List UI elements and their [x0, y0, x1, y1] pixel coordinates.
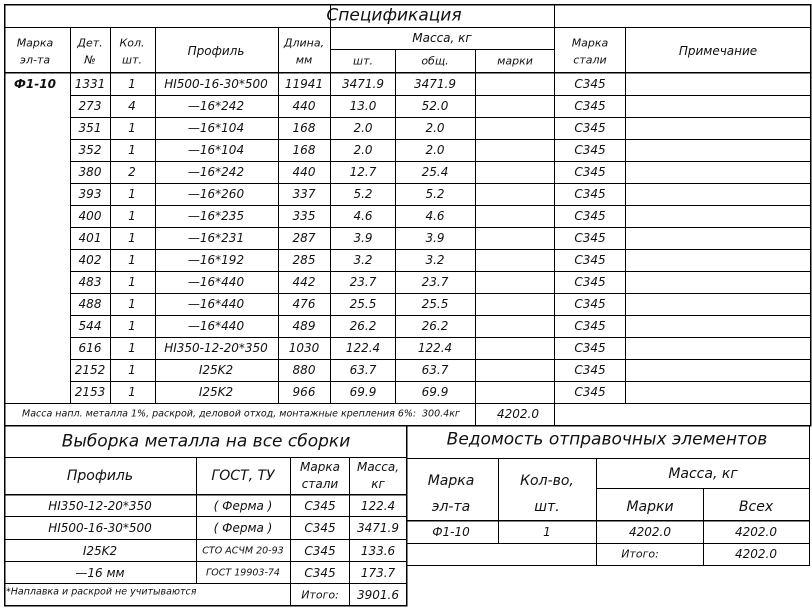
spec-cell-mass-total: 3471.9: [414, 77, 456, 91]
spec-cell-qty: 1: [128, 209, 136, 223]
spec-cell-mass-piece: 122.4: [345, 341, 381, 355]
metal-cell-mass: 122.4: [360, 498, 396, 513]
metal-cell-profile: HI500-16-30*500: [48, 521, 152, 535]
spec-cell-mass-total: 26.2: [421, 319, 449, 333]
spec-cell-length: 287: [292, 231, 316, 245]
spec-cell-mass-total: 5.2: [425, 187, 445, 201]
spec-cell-length: 880: [292, 363, 316, 377]
metal-header-mass-line1: Масса,: [356, 460, 400, 474]
spec-cell-length: 335: [292, 209, 316, 223]
spec-cell-det: 402: [78, 253, 102, 267]
spec-cell-mass-total: 63.7: [421, 363, 449, 377]
metal-title: Выборка металла на все сборки: [61, 431, 351, 452]
spec-cell-qty: 2: [128, 165, 136, 179]
spec-header-note: Примечание: [678, 44, 758, 58]
spec-cell-det: 351: [78, 121, 102, 135]
spec-cell-steel: C345: [574, 253, 606, 267]
spec-cell-mass-total: 122.4: [417, 341, 453, 355]
spec-cell-mass-piece: 63.7: [349, 363, 377, 377]
spec-footer-total: 4202.0: [497, 407, 539, 421]
spec-cell-mass-piece: 13.0: [349, 99, 377, 113]
spec-cell-det: 1331: [74, 77, 106, 91]
spec-header-length-line2: мм: [295, 53, 313, 67]
ship-header-mass-mark: Марки: [626, 499, 674, 515]
metal-cell-profile: I25K2: [82, 543, 118, 558]
metal-cell-profile: HI350-12-20*350: [48, 498, 152, 513]
spec-cell-profile: —16*440: [187, 275, 245, 289]
spec-cell-profile: —16*242: [187, 165, 245, 179]
spec-cell-det: 616: [78, 341, 102, 355]
spec-cell-mass-total: 3.2: [425, 253, 445, 267]
spec-cell-steel: C345: [574, 275, 606, 289]
spec-cell-mass-piece: 2.0: [353, 143, 373, 157]
spec-cell-profile: —16*192: [187, 253, 245, 267]
spec-cell-qty: 1: [128, 275, 136, 289]
spec-cell-profile: —16*242: [187, 99, 245, 113]
spec-cell-qty: 1: [128, 385, 136, 399]
spec-header-det-line1: Дет.: [77, 36, 103, 50]
metal-header-steel-line2: стали: [301, 477, 339, 491]
spec-cell-det: 352: [78, 143, 102, 157]
spec-cell-mass-total: 25.5: [421, 297, 449, 311]
spec-cell-mass-piece: 3.9: [353, 231, 373, 245]
spec-cell-profile: HI350-12-20*350: [164, 341, 268, 355]
ship-header-mark-line1: Марка: [427, 473, 475, 489]
spec-cell-det: 2152: [74, 363, 106, 377]
spec-cell-profile: —16*260: [187, 187, 245, 201]
spec-cell-steel: C345: [574, 209, 606, 223]
spec-header-det-line2: №: [84, 53, 96, 67]
spec-cell-det: 483: [78, 275, 102, 289]
spec-cell-length: 1030: [288, 341, 320, 355]
spec-cell-length: 440: [292, 99, 316, 113]
spec-cell-det: 273: [78, 99, 102, 113]
metal-total-label: Итого:: [301, 588, 339, 602]
ship-cell-mass-all: 4202.0: [735, 525, 777, 539]
spec-cell-mass-total: 52.0: [421, 99, 449, 113]
spec-cell-mass-piece: 69.9: [349, 385, 377, 399]
ship-cell-mass-mark: 4202.0: [629, 525, 671, 539]
ship-total-label: Итого:: [621, 547, 659, 561]
spec-cell-qty: 1: [128, 319, 136, 333]
spec-cell-det: 2153: [74, 385, 106, 399]
spec-cell-mass-piece: 5.2: [353, 187, 373, 201]
spec-cell-det: 544: [78, 319, 102, 333]
spec-header-length-line1: Длина,: [283, 36, 325, 50]
spec-cell-length: 11941: [284, 77, 324, 91]
spec-header-mark-line2: эл-та: [19, 53, 51, 67]
ship-cell-mark: Ф1-10: [432, 525, 470, 539]
spec-footer-note: Масса напл. металла 1%, раскрой, деловой отход, монтажные крепления 6%:: [22, 408, 417, 420]
spec-footer-extra: 300.4кг: [422, 408, 460, 420]
spec-cell-length: 285: [292, 253, 316, 267]
spec-cell-profile: —16*104: [187, 121, 245, 135]
metal-cell-steel: C345: [304, 498, 336, 513]
spec-header-qty-line2: шт.: [122, 53, 142, 67]
ship-total: 4202.0: [735, 547, 777, 561]
spec-cell-profile: —16*440: [187, 297, 245, 311]
metal-cell-steel: C345: [304, 565, 336, 580]
metal-cell-steel: C345: [304, 543, 336, 558]
metal-cell-gost: СТО АСЧМ 20-93: [202, 544, 284, 556]
ship-header-mass: Масса, кг: [668, 466, 738, 482]
spec-cell-length: 337: [292, 187, 316, 201]
spec-cell-det: 380: [78, 165, 102, 179]
spec-cell-steel: C345: [574, 363, 606, 377]
spec-cell-qty: 1: [128, 143, 136, 157]
spec-cell-qty: 1: [128, 77, 136, 91]
spec-cell-mass-piece: 23.7: [349, 275, 377, 289]
spec-header-mass-total: общ.: [421, 54, 449, 68]
spec-header-mass-mark: марки: [497, 54, 533, 68]
metal-cell-gost: ( Ферма ): [213, 521, 273, 535]
metal-header-steel-line1: Марка: [300, 460, 340, 474]
spec-cell-profile: —16*104: [187, 143, 245, 157]
metal-cell-mass: 3471.9: [357, 521, 399, 535]
metal-cell-steel: C345: [304, 521, 336, 535]
ship-header-mass-all: Всех: [738, 499, 774, 515]
ship-header-mark-line2: эл-та: [431, 499, 471, 515]
spec-cell-qty: 1: [128, 187, 136, 201]
spec-cell-profile: —16*440: [187, 319, 245, 333]
spec-cell-det: 488: [78, 297, 102, 311]
ship-header-qty-line2: шт.: [534, 499, 560, 515]
spec-cell-mass-total: 69.9: [421, 385, 449, 399]
spec-header-mass-piece: шт.: [353, 54, 373, 68]
metal-header-mass-line2: кг: [371, 477, 385, 491]
ship-title: Ведомость отправочных элементов: [446, 429, 768, 450]
spec-cell-steel: C345: [574, 121, 606, 135]
spec-cell-profile: I25K2: [198, 385, 234, 399]
metal-cell-profile: —16 мм: [75, 565, 125, 580]
spec-cell-det: 393: [78, 187, 102, 201]
spec-cell-steel: C345: [574, 231, 606, 245]
spec-cell-mass-total: 3.9: [425, 231, 445, 245]
metal-cell-gost: ( Ферма ): [213, 498, 273, 513]
spec-cell-length: 966: [292, 385, 316, 399]
spec-cell-profile: HI500-16-30*500: [164, 77, 268, 91]
spec-header-steel-line1: Марка: [571, 36, 609, 50]
spec-cell-length: 440: [292, 165, 316, 179]
spec-cell-mass-total: 23.7: [421, 275, 449, 289]
spec-cell-steel: C345: [574, 165, 606, 179]
spec-cell-steel: C345: [574, 77, 606, 91]
spec-cell-mass-piece: 3471.9: [342, 77, 384, 91]
spec-cell-mass-piece: 4.6: [353, 209, 373, 223]
spec-cell-length: 168: [292, 121, 316, 135]
metal-header-profile: Профиль: [66, 468, 134, 484]
metal-total: 3901.6: [357, 588, 399, 602]
spec-cell-qty: 1: [128, 297, 136, 311]
spec-cell-mass-total: 2.0: [425, 121, 445, 135]
spec-cell-mass-piece: 3.2: [353, 253, 373, 267]
spec-header-profile: Профиль: [187, 44, 245, 58]
spec-cell-mass-piece: 25.5: [349, 297, 377, 311]
metal-note: *Наплавка и раскрой не учитываются: [6, 586, 197, 598]
spec-cell-steel: C345: [574, 297, 606, 311]
spec-cell-mark: Ф1-10: [14, 77, 56, 91]
spec-cell-steel: C345: [574, 187, 606, 201]
spec-cell-mass-piece: 2.0: [353, 121, 373, 135]
spec-cell-qty: 1: [128, 121, 136, 135]
spec-cell-det: 401: [78, 231, 102, 245]
spec-cell-steel: C345: [574, 341, 606, 355]
spec-cell-mass-total: 4.6: [425, 209, 445, 223]
spec-cell-steel: C345: [574, 143, 606, 157]
spec-cell-steel: C345: [574, 99, 606, 113]
spec-cell-profile: —16*235: [187, 209, 245, 223]
ship-header-qty-line1: Кол-во,: [520, 473, 574, 489]
spec-cell-length: 489: [292, 319, 316, 333]
spec-cell-length: 476: [292, 297, 316, 311]
spec-cell-mass-piece: 12.7: [349, 165, 377, 179]
spec-cell-qty: 1: [128, 231, 136, 245]
spec-cell-length: 168: [292, 143, 316, 157]
spec-cell-profile: —16*231: [187, 231, 245, 245]
metal-cell-gost: ГОСТ 19903-74: [206, 566, 280, 578]
spec-header-mass: Масса, кг: [412, 31, 472, 45]
metal-cell-mass: 133.6: [360, 543, 396, 558]
spec-cell-profile: I25K2: [198, 363, 234, 377]
spec-cell-mass-total: 2.0: [425, 143, 445, 157]
spec-cell-steel: C345: [574, 319, 606, 333]
spec-cell-det: 400: [78, 209, 102, 223]
spec-cell-qty: 1: [128, 253, 136, 267]
spec-title: Спецификация: [326, 5, 462, 26]
spec-cell-qty: 4: [128, 99, 136, 113]
spec-cell-mass-total: 25.4: [421, 165, 449, 179]
spec-cell-length: 442: [292, 275, 316, 289]
spec-header-mark-line1: Марка: [16, 36, 54, 50]
spec-cell-qty: 1: [128, 363, 136, 377]
spec-cell-qty: 1: [128, 341, 136, 355]
ship-cell-qty: 1: [543, 525, 551, 539]
spec-header-steel-line2: стали: [573, 53, 607, 67]
spec-cell-mass-piece: 26.2: [349, 319, 377, 333]
spec-header-qty-line1: Кол.: [119, 36, 145, 50]
metal-cell-mass: 173.7: [360, 565, 396, 580]
spec-cell-steel: C345: [574, 385, 606, 399]
metal-header-gost: ГОСТ, ТУ: [211, 468, 275, 484]
